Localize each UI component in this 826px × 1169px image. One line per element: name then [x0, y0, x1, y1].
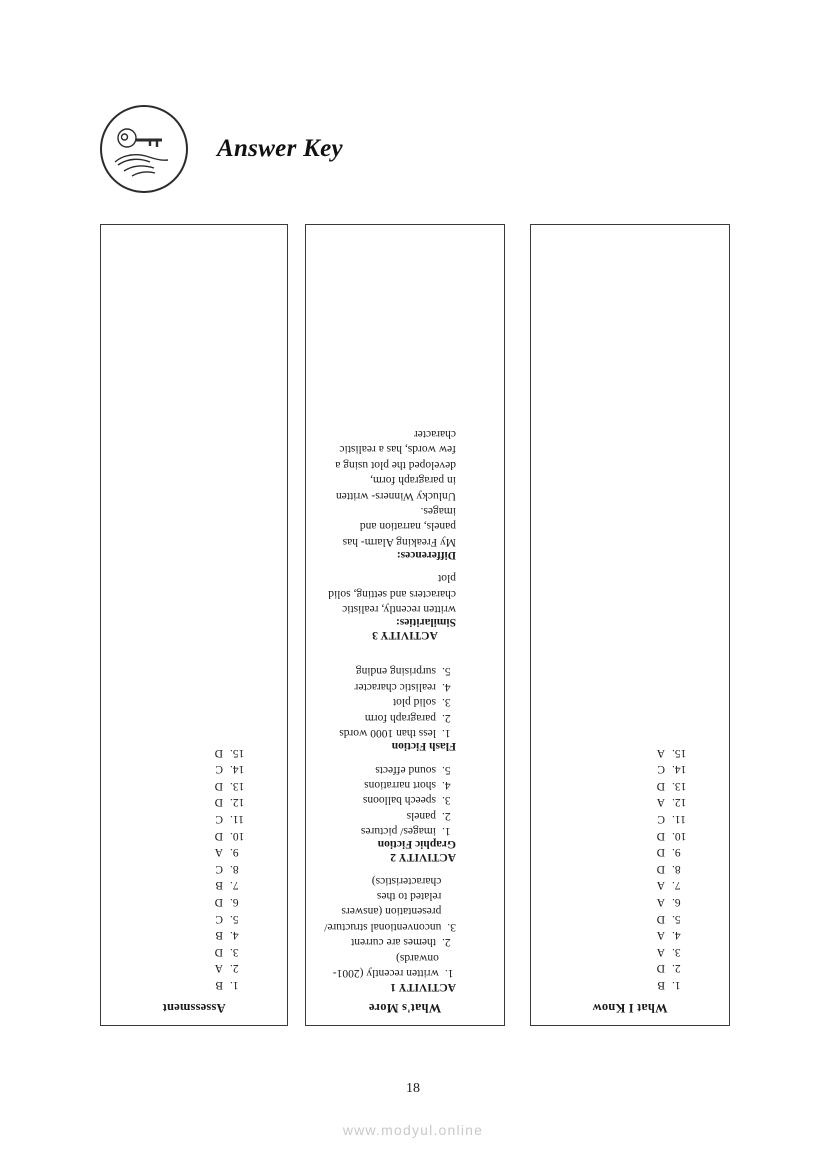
item-number: 4. — [442, 680, 451, 693]
list-item — [115, 910, 273, 927]
item-answer: A — [214, 962, 223, 975]
item-answer: D — [214, 829, 223, 842]
key-in-hand-icon — [100, 105, 188, 193]
list-item — [320, 807, 490, 822]
list-item — [545, 810, 715, 827]
item-answer: A — [656, 796, 665, 809]
answer-list-what-i-know — [545, 744, 715, 993]
item-answer: D — [656, 962, 665, 975]
column-assessment — [100, 224, 288, 1026]
item-text: surprising ending — [355, 665, 436, 678]
flash-fiction-label: Flash Fiction — [391, 740, 456, 753]
item-answer: A — [656, 746, 665, 759]
item-number: 3. — [442, 696, 451, 709]
item-number: 2. — [230, 962, 239, 975]
item-answer: C — [657, 763, 665, 776]
item-text: short narrations — [364, 778, 436, 791]
list-item — [545, 927, 715, 944]
item-text: speech balloons — [362, 794, 436, 807]
item-number: 4. — [442, 778, 451, 791]
item-answer: D — [214, 746, 223, 759]
list-item — [115, 777, 273, 794]
item-number: 14. — [672, 763, 687, 776]
item-number: 2. — [442, 936, 451, 949]
list-item — [115, 877, 273, 894]
item-number: 4. — [230, 929, 239, 942]
item-number: 1. — [442, 825, 451, 838]
list-item — [115, 943, 273, 960]
item-answer: C — [215, 862, 223, 875]
differences-text-1: My Freaking Alarm- has panels, narration and images. — [342, 505, 456, 548]
item-number: 7. — [672, 879, 681, 892]
list-item — [545, 893, 715, 910]
item-number: 8. — [230, 862, 239, 875]
item-answer: D — [656, 862, 665, 875]
list-item — [115, 960, 273, 977]
flash-fiction-list — [320, 663, 490, 740]
list-item — [545, 744, 715, 761]
item-number: 8. — [672, 862, 681, 875]
item-answer: C — [215, 912, 223, 925]
list-item — [115, 860, 273, 877]
list-item — [545, 827, 715, 844]
item-number: 10. — [230, 829, 245, 842]
activity-1-title: ACTIVITY 1 — [390, 981, 456, 993]
watermark: www.modyul.online — [342, 1122, 484, 1138]
list-item — [545, 777, 715, 794]
list-item — [320, 663, 490, 678]
item-number: 1. — [444, 967, 454, 979]
item-number: 15. — [230, 746, 245, 759]
item-number: 3. — [442, 794, 451, 807]
item-answer: B — [657, 979, 665, 991]
item-number: 2. — [442, 809, 451, 822]
item-answer: A — [656, 945, 665, 958]
item-number: 1. — [672, 979, 681, 991]
item-number: 12. — [230, 796, 245, 809]
list-item — [545, 943, 715, 960]
item-number: 11. — [230, 813, 244, 826]
item-number: 10. — [672, 829, 687, 842]
answer-key-columns — [0, 224, 826, 1026]
item-number: 1. — [442, 727, 451, 740]
list-item — [115, 810, 273, 827]
item-text: themes are current — [351, 936, 436, 949]
differences-label: Differences: — [396, 548, 456, 561]
similarities-text: written recently, realistic characters and setting, solid plot — [328, 572, 456, 616]
item-answer: D — [656, 846, 665, 859]
item-answer: A — [656, 896, 665, 909]
list-item — [320, 709, 490, 724]
list-item — [320, 949, 490, 980]
item-text: written recently (2001-onwards) — [332, 951, 439, 979]
list-item — [115, 976, 273, 993]
item-number: 1. — [230, 979, 239, 991]
page-number: 18 — [406, 1081, 420, 1096]
list-item — [545, 910, 715, 927]
item-number: 2. — [672, 962, 681, 975]
column-whats-more — [305, 224, 505, 1026]
item-number: 6. — [230, 896, 239, 909]
item-number: 6. — [672, 896, 681, 909]
item-text: images/ pictures — [360, 825, 436, 838]
item-answer: B — [215, 979, 223, 991]
list-item — [115, 827, 273, 844]
item-answer: A — [656, 929, 665, 942]
list-item — [115, 844, 273, 861]
item-answer: B — [215, 929, 223, 942]
list-item — [115, 794, 273, 811]
list-item — [545, 860, 715, 877]
list-item — [115, 761, 273, 778]
item-number: 3. — [230, 945, 239, 958]
item-number: 14. — [230, 763, 245, 776]
column-what-i-know — [530, 224, 730, 1026]
item-answer: D — [656, 829, 665, 842]
item-number: 5. — [672, 912, 681, 925]
item-text: panels — [406, 809, 436, 822]
item-number: 12. — [672, 796, 687, 809]
item-text: paragraph form — [364, 711, 436, 724]
item-answer: D — [656, 779, 665, 792]
item-answer: C — [657, 813, 665, 826]
item-text: sound effects — [375, 763, 436, 776]
item-number: 9. — [672, 846, 681, 859]
list-item — [320, 792, 490, 807]
graphic-fiction-list — [320, 761, 490, 838]
list-item — [115, 744, 273, 761]
graphic-fiction-label: Graphic Fiction — [377, 838, 456, 851]
item-number: 15. — [672, 746, 687, 759]
differences-text-2: Unlucky Winners- written in paragraph form, developed the plot using a few words, has a realistic character — [335, 428, 456, 502]
list-item — [320, 872, 490, 934]
column-heading-assessment: Assessment — [162, 1001, 226, 1015]
item-text: unconventional structure/ presentation (answers related to thes characteristics) — [324, 874, 442, 933]
activity-1-list — [320, 872, 490, 980]
list-item — [545, 960, 715, 977]
list-item — [320, 725, 490, 740]
page-title: Answer Key — [217, 135, 343, 162]
item-answer: D — [656, 912, 665, 925]
item-text: realistic character — [354, 680, 436, 693]
item-answer: B — [215, 879, 223, 892]
list-item — [320, 679, 490, 694]
item-number: 13. — [672, 779, 687, 792]
list-item — [545, 761, 715, 778]
answer-list-assessment — [115, 744, 273, 993]
item-number: 7. — [230, 879, 239, 892]
item-number: 2. — [442, 711, 451, 724]
similarities-label: Similarities: — [395, 616, 456, 629]
list-item — [320, 777, 490, 792]
column-heading-whats-more: What's More — [368, 1001, 442, 1015]
item-text: solid plot — [392, 696, 436, 709]
list-item — [320, 934, 490, 949]
item-number: 5. — [442, 763, 451, 776]
item-answer: A — [214, 846, 223, 859]
list-item — [545, 976, 715, 993]
activity-2-title: ACTIVITY 2 — [390, 851, 456, 864]
item-number: 9. — [230, 846, 239, 859]
activity-3-title: ACTIVITY 3 — [372, 629, 438, 642]
item-number: 4. — [672, 929, 681, 942]
list-item — [115, 927, 273, 944]
item-answer: C — [215, 813, 223, 826]
item-text: less than 1000 words — [339, 727, 436, 740]
item-number: 11. — [672, 813, 686, 826]
list-item — [320, 694, 490, 709]
item-number: 5. — [442, 665, 451, 678]
list-item — [545, 794, 715, 811]
item-answer: D — [214, 896, 223, 909]
item-answer: D — [214, 945, 223, 958]
item-answer: A — [656, 879, 665, 892]
list-item — [545, 877, 715, 894]
item-answer: D — [214, 779, 223, 792]
list-item — [320, 761, 490, 776]
list-item — [115, 893, 273, 910]
item-number: 13. — [230, 779, 245, 792]
list-item — [320, 823, 490, 838]
column-heading-what-i-know: What I Know — [592, 1001, 668, 1015]
item-number: 5. — [230, 912, 239, 925]
item-answer: D — [214, 796, 223, 809]
list-item — [545, 844, 715, 861]
item-number: 3. — [672, 945, 681, 958]
item-answer: C — [215, 763, 223, 776]
page-header — [100, 105, 740, 195]
item-number: 3. — [447, 920, 456, 933]
